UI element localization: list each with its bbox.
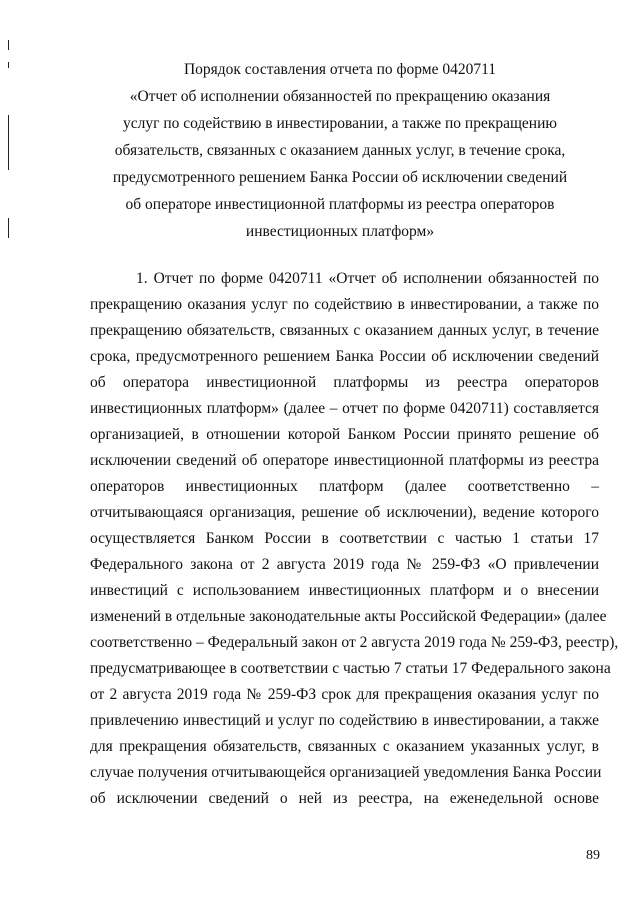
body-line: отчитывающаяся организация, решение об исключении), ведение которого <box>90 504 599 521</box>
body-line: прекращению обязательств, связанных с оказанием данных услуг, в течение <box>90 322 599 339</box>
body-line: изменений в отдельные законодательные акты Российской Федерации» (далее <box>90 608 607 625</box>
title-line: об операторе инвестиционной платформы из реестра операторов <box>125 196 555 213</box>
body-line: привлечению инвестиций и услуг по содействию в инвестировании, а также <box>90 712 599 729</box>
body-line: прекращению оказания услуг по содействию в инвестировании, а также по <box>90 296 599 313</box>
body-line: для прекращения обязательств, связанных с оказанием указанных услуг, в <box>90 738 599 755</box>
body-line: 1. Отчет по форме 0420711 «Отчет об исполнении обязанностей по <box>136 270 599 287</box>
body-line: операторов инвестиционных платформ (далее соответственно – <box>90 478 599 495</box>
scan-margin-mark-1 <box>8 40 9 50</box>
title-line: обязательств, связанных с оказанием данных услуг, в течение срока, <box>114 142 566 159</box>
title-line: предусмотренного решением Банка России об исключении сведений <box>112 169 568 186</box>
body-line: инвестиционных платформ» (далее – отчет по форме 0420711) составляется <box>90 400 599 417</box>
body-line: об оператора инвестиционной платформы из реестра операторов <box>90 374 599 391</box>
body-line: предусматривающее в соответствии с частью 7 статьи 17 Федерального закона <box>90 660 611 677</box>
body-line: об исключении сведений о ней из реестра, на еженедельной основе <box>90 790 599 807</box>
body-line: соответственно – Федеральный закон от 2 августа 2019 года № 259-ФЗ, реестр), <box>90 634 619 651</box>
body-line: случае получения отчитывающейся организацией уведомления Банка России <box>90 764 602 781</box>
page-number: 89 <box>586 848 600 863</box>
scan-margin-mark-4 <box>8 218 9 238</box>
scan-margin-mark-2 <box>8 62 9 68</box>
scan-margin-mark-3 <box>8 115 9 170</box>
body-line: осуществляется Банком России в соответствии с частью 1 статьи 17 <box>90 530 599 547</box>
title-line: услуг по содействию в инвестировании, а также по прекращению <box>123 115 557 132</box>
title-line: «Отчет об исполнении обязанностей по прекращению оказания <box>129 88 551 105</box>
body-line: исключении сведений об операторе инвестиционной платформы из реестра <box>90 452 599 469</box>
body-line: от 2 августа 2019 года № 259-ФЗ срок для прекращения оказания услуг по <box>90 686 599 703</box>
body-line: Федерального закона от 2 августа 2019 года № 259-ФЗ «О привлечении <box>90 556 599 573</box>
title-line: Порядок составления отчета по форме 0420711 <box>183 61 497 78</box>
body-line: срока, предусмотренного решением Банка России об исключении сведений <box>90 348 599 365</box>
body-line: инвестиций с использованием инвестиционных платформ и о внесении <box>90 582 599 599</box>
title-line: инвестиционных платформ» <box>245 223 435 240</box>
body-line: организацией, в отношении которой Банком России принято решение об <box>90 426 599 443</box>
